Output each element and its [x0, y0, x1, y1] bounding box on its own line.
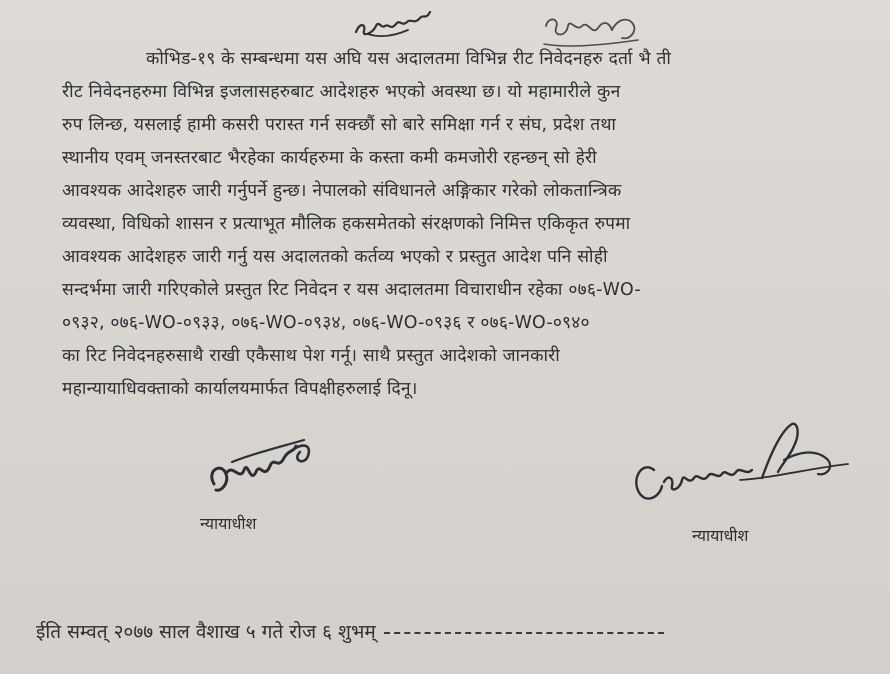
- paragraph-line: स्थानीय एवम् जनस्तरबाट भैरहेका कार्यहरुमा के कस्ता कमी कमजोरी रहन्छन् सो हेरी: [62, 148, 597, 168]
- paragraph-line: रीट निवेदनहरुमा विभिन्न इजलासहरुबाट आदेशहरु भएको अवस्था छ। यो महामारीले कुन: [62, 82, 621, 102]
- left-judge-label: न्यायाधीश: [200, 514, 257, 533]
- paragraph-line: आवश्यक आदेशहरु जारी गर्नु यस अदालतको कर्तव्य भएको र प्रस्तुत आदेश पनि सोही: [62, 247, 608, 267]
- footer-date-text: ईति सम्वत् २०७७ साल वैशाख ५ गते रोज ६ शुभम्: [36, 621, 376, 643]
- paragraph-line: रुप लिन्छ, यसलाई हामी कसरी परास्त गर्न सक्छौं सो बारे समिक्षा गर्न र संघ, प्रदेश तथा: [62, 115, 617, 135]
- paragraph-line: व्यवस्था, विधिको शासन र प्रत्याभूत मौलिक हकसमेतको संरक्षणको निमित्त एकिकृत रुपमा: [62, 214, 631, 234]
- initials-signature-icon: [350, 4, 440, 44]
- paragraph-line: का रिट निवेदनहरुसाथै राखी एकैसाथ पेश गर्नू। साथै प्रस्तुत आदेशको जानकारी: [62, 346, 560, 366]
- left-judge-signature-block: [192, 432, 332, 542]
- footer-line: [36, 618, 664, 644]
- right-judge-signature-block: [622, 420, 852, 555]
- top-handwritten-initials: [350, 4, 440, 44]
- paragraph-line: ०९३२, ०७६-WO-०९३३, ०७६-WO-०९३४, ०७६-WO-०९३६ र ०७६-WO-०९४०: [62, 313, 590, 333]
- right-judge-label: न्यायाधीश: [692, 526, 749, 545]
- paragraph-line: कोभिड-१९ के सम्बन्धमा यस अघि यस अदालतमा विभिन्न रीट निवेदनहरु दर्ता भै ती: [146, 49, 672, 69]
- paragraph-line: महान्यायाधिवक्ताको कार्यालयमार्फत विपक्षीहरुलाई दिनू।: [62, 379, 418, 399]
- left-signature-icon: [192, 432, 332, 512]
- footer-dashed-line: [384, 632, 664, 634]
- paragraph-line: सन्दर्भमा जारी गरिएकोले प्रस्तुत रिट निवेदन र यस अदालतमा विचाराधीन रहेका ०७६-WO-: [62, 280, 641, 300]
- right-signature-icon: [622, 420, 852, 515]
- paragraph-line: आवश्यक आदेशहरु जारी गर्नुपर्ने हुन्छ। नेपालको संविधानले अङ्गिकार गरेको लोकतान्त्रिक: [62, 181, 622, 201]
